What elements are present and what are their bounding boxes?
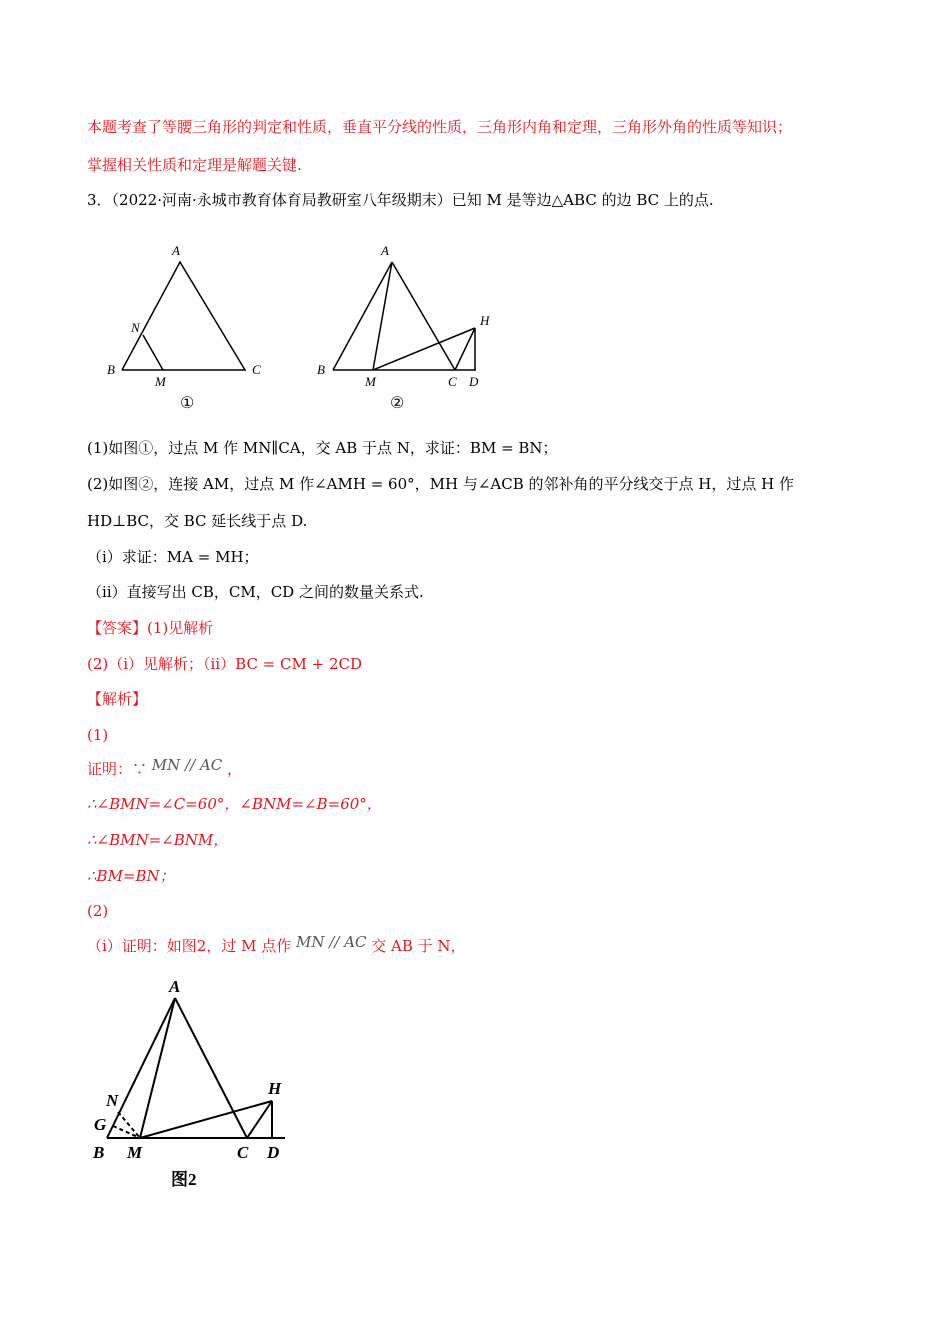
fig1-label-m: M xyxy=(155,374,166,389)
proof-formula: MN // AC xyxy=(151,756,223,774)
question-sub-2: （ⅱ）直接写出 CB，CM，CD 之间的数量关系式. xyxy=(87,583,424,601)
fig1-label-c: C xyxy=(252,362,261,377)
analysis-line-2: ∴∠BMN=∠C=60°，∠BNM=∠B=60°， xyxy=(87,795,382,813)
answer-line-1: 【答案】(1)见解析 xyxy=(87,619,214,637)
proof-suffix: ， xyxy=(227,760,243,778)
fig1-label-b: B xyxy=(107,362,115,377)
fig2-label-b: B xyxy=(317,362,325,377)
line5-suffix: 交 AB 于 N， xyxy=(371,937,466,955)
figure-2 xyxy=(333,262,476,370)
question-sub-1: （ⅰ）求证：MA = MH； xyxy=(87,548,259,566)
question-part-2a: (2)如图②，连接 AM，过点 M 作∠AMH = 60°，MH 与∠ACB 的邻补角的平分线交于点 H，过点 H 作 xyxy=(87,475,794,493)
fig2-caption: ② xyxy=(390,395,405,412)
fig3-caption: 图2 xyxy=(171,1170,197,1189)
fig2-label-m: M xyxy=(365,374,376,389)
analysis-line-3: ∴∠BMN=∠BNM， xyxy=(87,831,229,849)
fig1-caption: ① xyxy=(180,395,195,412)
fig3-label-d: D xyxy=(267,1143,280,1162)
fig3-label-m: M xyxy=(127,1143,143,1162)
proof-prefix: 证明：∵ xyxy=(87,760,148,778)
fig3-label-b: B xyxy=(93,1143,105,1162)
analysis-part-1: (1) xyxy=(87,726,109,744)
analysis-line-4: ∴BM=BN； xyxy=(87,867,175,885)
fig2-label-a: A xyxy=(381,243,389,258)
figure-3 xyxy=(107,998,285,1138)
answer-line-2: (2)（ⅰ）见解析；（ⅱ）BC = CM + 2CD xyxy=(87,655,363,673)
fig3-label-n: N xyxy=(106,1091,119,1110)
fig2-label-d: D xyxy=(469,374,479,389)
analysis-heading: 【解析】 xyxy=(87,690,148,708)
analysis-part-2: (2) xyxy=(87,902,109,920)
analysis-line-5 xyxy=(87,933,466,956)
question-part-2b: HD⊥BC，交 BC 延长线于点 D. xyxy=(87,512,308,530)
fig3-label-a: A xyxy=(169,977,181,996)
summary-line-1: 本题考查了等腰三角形的判定和性质，垂直平分线的性质，三角形内角和定理，三角形外角的性质等知识； xyxy=(87,118,793,136)
fig3-label-h: H xyxy=(268,1079,282,1098)
fig3-label-c: C xyxy=(237,1143,249,1162)
line5-prefix: （ⅰ）证明：如图2，过 M 点作 xyxy=(87,937,292,955)
question-part-1: (1)如图①，过点 M 作 MN∥CA，交 AB 于点 N，求证：BM = BN； xyxy=(87,439,558,457)
fig3-label-g: G xyxy=(94,1115,107,1134)
fig2-label-h: H xyxy=(480,313,490,328)
line5-formula: MN // AC xyxy=(296,933,367,951)
figure-1 xyxy=(122,262,245,370)
fig1-label-n: N xyxy=(131,320,140,335)
analysis-proof-line xyxy=(87,756,243,779)
fig2-label-c: C xyxy=(448,374,457,389)
summary-line-2: 掌握相关性质和定理是解题关键. xyxy=(87,156,302,174)
fig1-label-a: A xyxy=(172,243,180,258)
question-title: 3．（2022·河南·永城市教育体育局教研室八年级期末）已知 M 是等边△ABC 的边 BC 上的点. xyxy=(87,191,714,209)
